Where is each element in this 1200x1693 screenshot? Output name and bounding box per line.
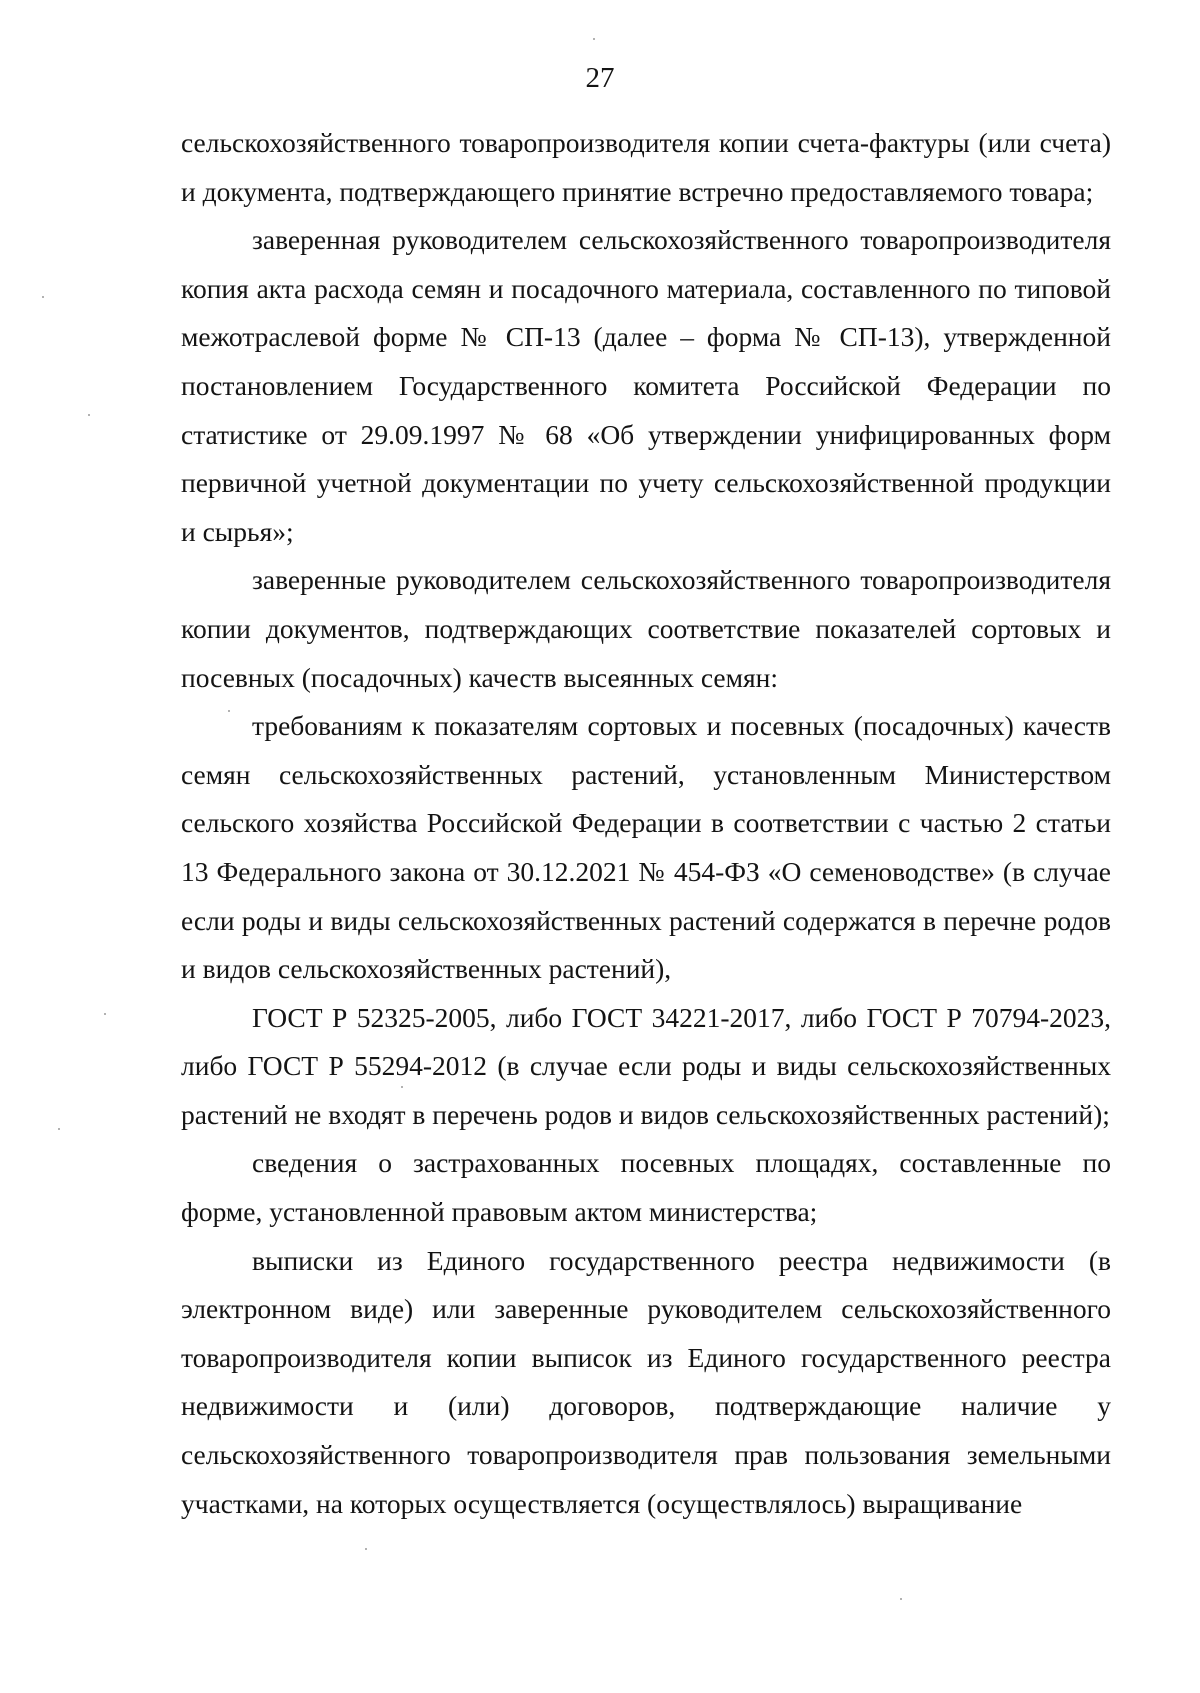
paragraph-gost-standards: ГОСТ Р 52325-2005, либо ГОСТ 34221-2017, либо ГОСТ Р 70794-2023, либо ГОСТ Р 55294-2012 (в случае если роды и виды сельскохозяйственных растений не входят в перечень родов и видов сельскохозяйственных растений);	[181, 1001, 1111, 1130]
document-body	[181, 119, 1111, 1528]
scan-speck	[593, 38, 595, 40]
scan-speck	[365, 1548, 367, 1550]
scan-speck	[401, 1086, 403, 1088]
paragraph-seed-quality-documents: заверенные руководителем сельскохозяйственного товаропроизводителя копии документов, подтверждающих соответствие показателей сортовых и посевных (посадочных) качеств высеянных семян:	[181, 564, 1111, 693]
scan-speck	[88, 414, 90, 416]
page-number: 27	[585, 62, 615, 94]
paragraph-sp13-act: заверенная руководителем сельскохозяйственного товаропроизводителя копия акта расхода семян и посадочного материала, составленного по типовой межотраслевой форме № СП-13 (далее – форма № СП-13), утвержденной постановлением Государственного комитета Российской Федерации по статистике от 29.09.1997 № 68 «Об утверждении унифицированных форм первичной учетной документации по учету сельскохозяйственной продукции и сырья»;	[181, 224, 1111, 547]
paragraph-ministry-requirements: требованиям к показателям сортовых и посевных (посадочных) качеств семян сельскохозяйственных растений, установленным Министерством сельского хозяйства Российской Федерации в соответствии с частью 2 статьи 13 Федерального закона от 30.12.2021 № 454-ФЗ «О семеноводстве» (в случае если роды и виды сельскохозяйственных растений содержатся в перечне родов и видов сельскохозяйственных растений),	[181, 710, 1111, 985]
paragraph-egrn-extracts: выписки из Единого государственного реестра недвижимости (в электронном виде) или заверенные руководителем сельскохозяйственного товаропроизводителя копии выписок из Единого государственного реестра недвижимости и (или) договоров, подтверждающие наличие у сельскохозяйственного товаропроизводителя прав пользования земельными участками, на которых осуществляется (осуществлялось) выращивание	[181, 1244, 1111, 1519]
paragraph-continuation: сельскохозяйственного товаропроизводителя копии счета-фактуры (или счета) и документа, подтверждающего принятие встречно предоставляемого товара;	[181, 127, 1111, 207]
scan-speck	[42, 296, 44, 298]
scan-speck	[228, 710, 230, 712]
scan-speck	[58, 1128, 60, 1130]
scan-speck	[104, 1013, 106, 1015]
paragraph-insured-areas: сведения о застрахованных посевных площадях, составленные по форме, установленной правовым актом министерства;	[181, 1147, 1111, 1228]
scan-speck	[900, 1598, 902, 1600]
